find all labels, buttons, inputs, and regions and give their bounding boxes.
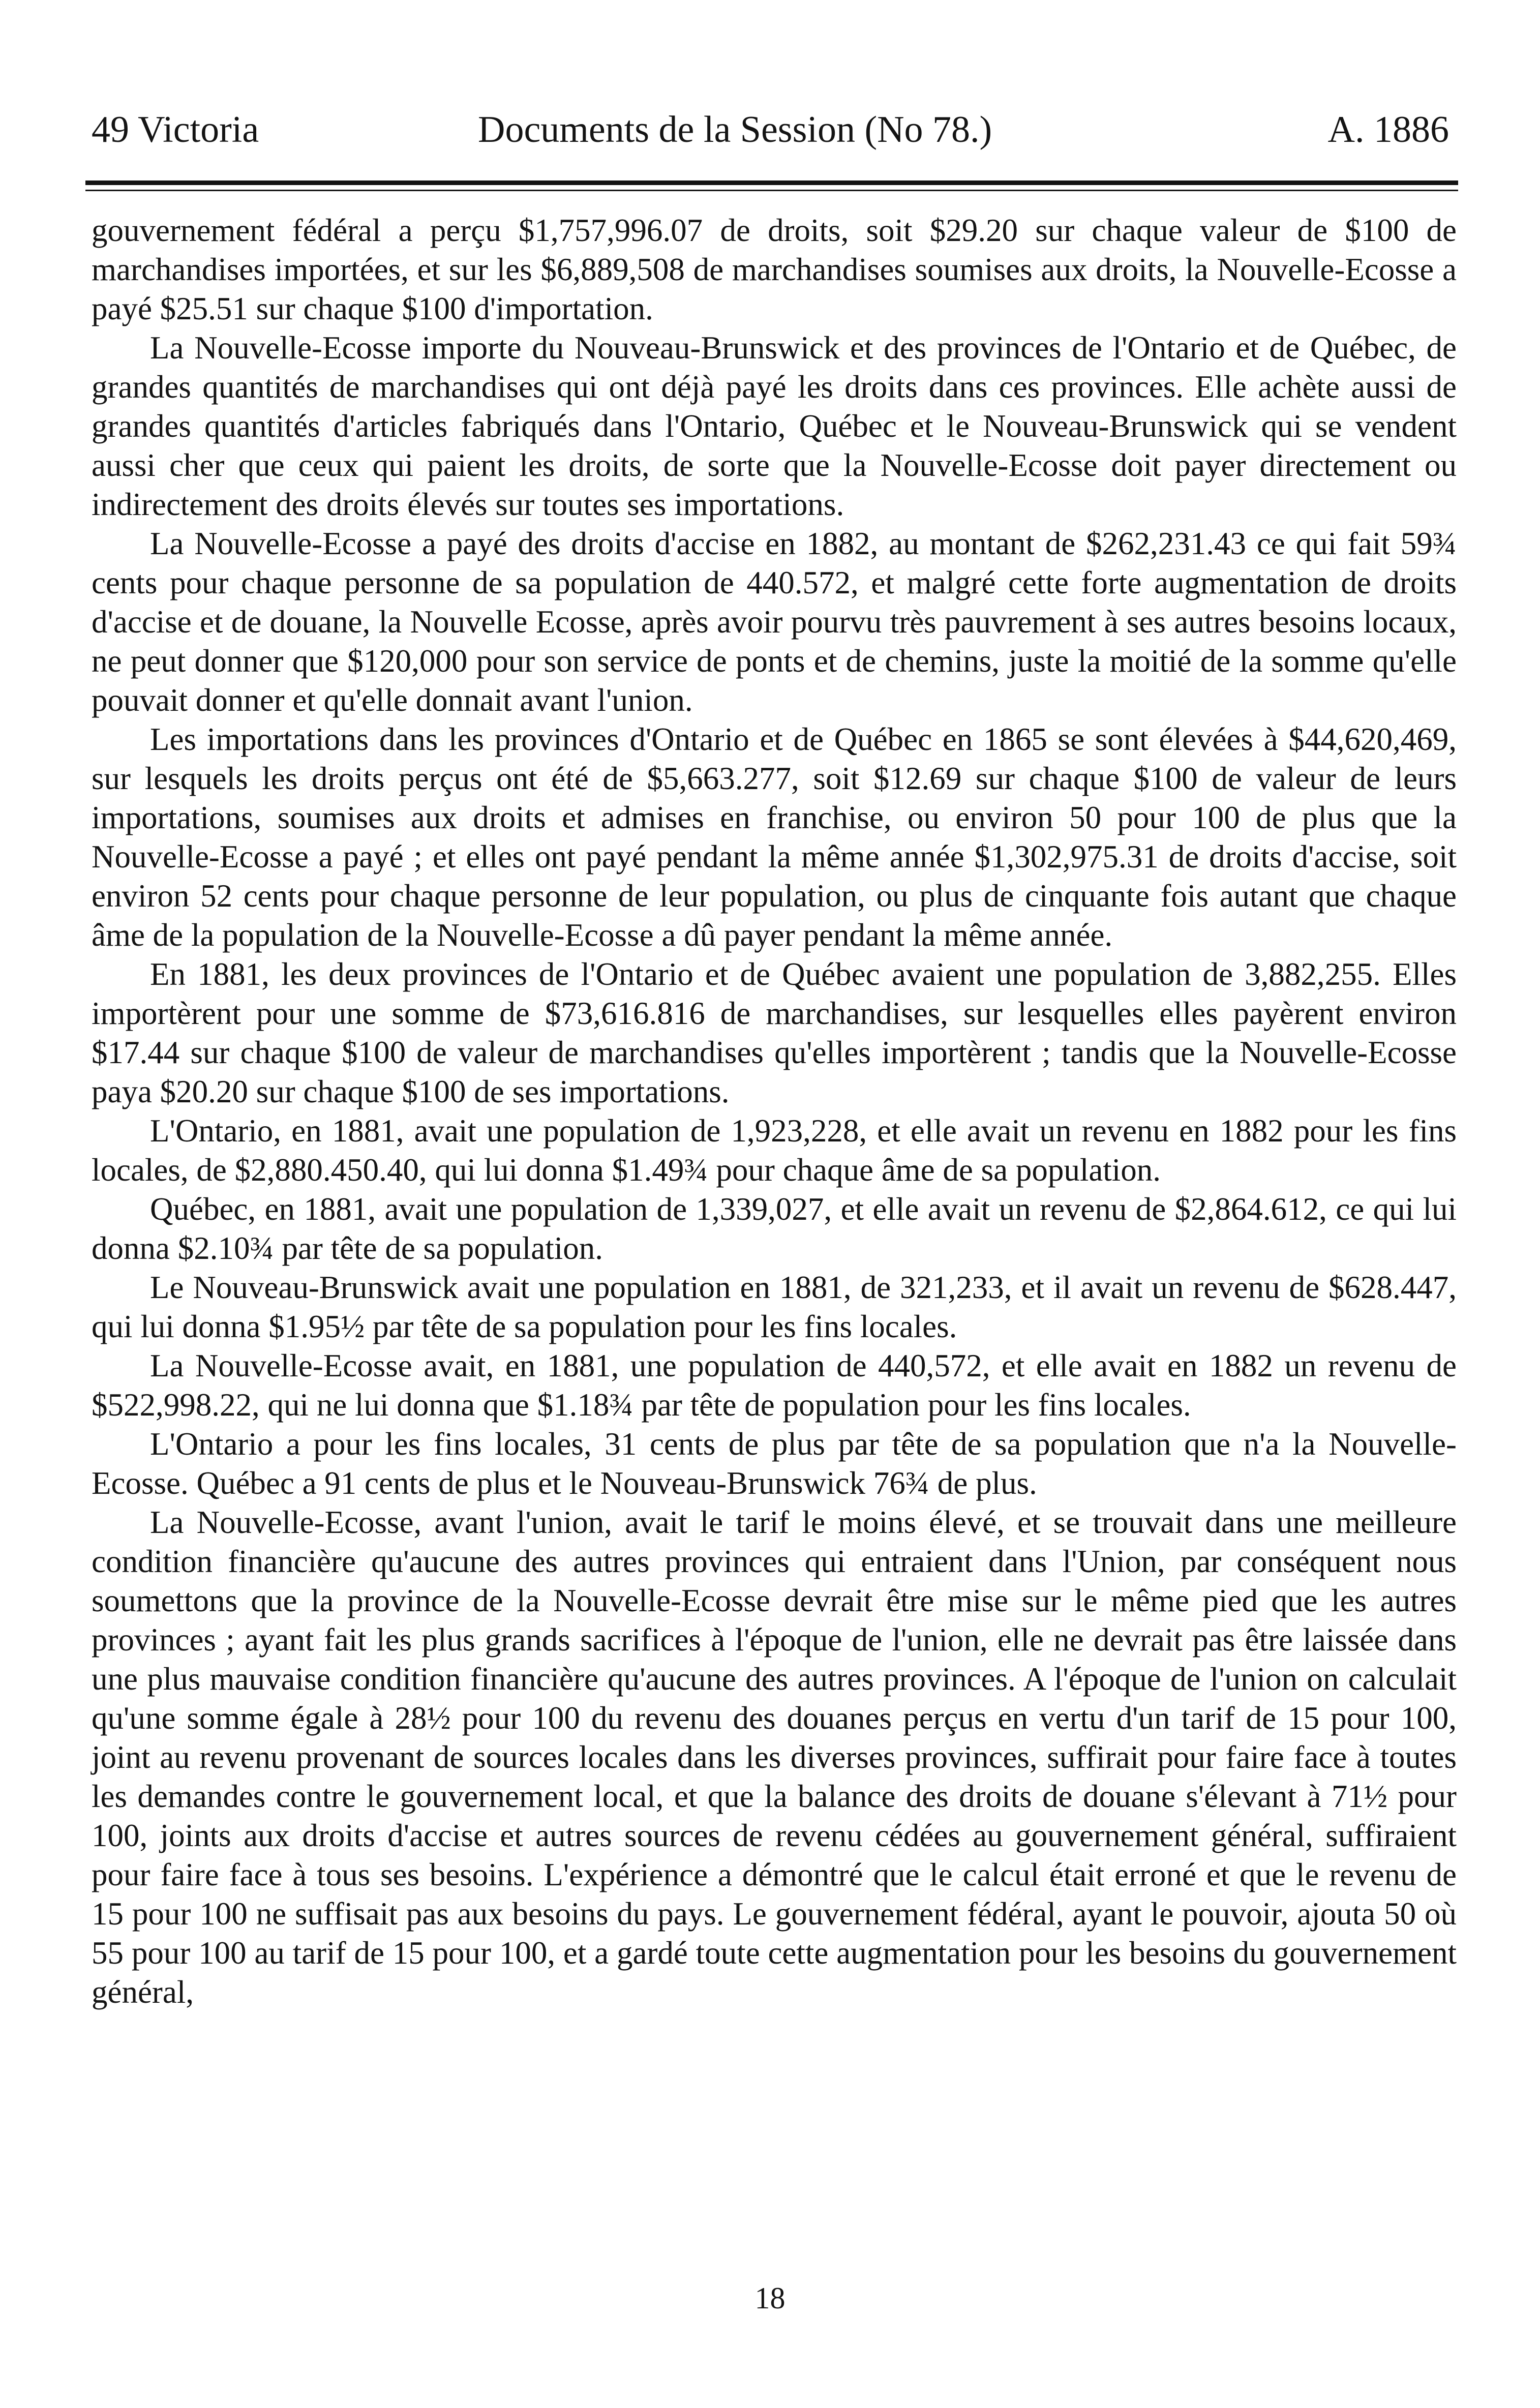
paragraph: La Nouvelle-Ecosse, avant l'union, avait le tarif le moins élevé, et se trouvait dans une meilleure condition financière qu'aucune des autres provinces qui entraient dans l'Union, par conséquent nous soumettons que la province de la Nouvelle-Ecosse devrait être mise sur le même pied que les autres provinces ; ayant fait les plus grands sacrifices à l'époque de l'union, elle ne devrait pas être laissée dans une plus mauvaise condition financière qu'aucune des autres provinces. A l'époque de l'union on calculait qu'une somme égale à 28½ pour 100 du revenu des douanes perçus en vertu d'un tarif de 15 pour 100, joint au revenu provenant de sources locales dans les diverses provinces, suffirait pour faire face à toutes les demandes contre le gouvernement local, et que la balance des droits de douane s'élevant à 71½ pour 100, joints aux droits d'accise et autres sources de revenu cédées au gouvernement général, suffiraient pour faire face à tous ses besoins. L'expérience a démontré que le calcul était erroné et que le revenu de 15 pour 100 ne suffisait pas aux besoins du pays. Le gouvernement fédéral, ayant le pouvoir, ajouta 50 où 55 pour 100 au tarif de 15 pour 100, et a gardé toute cette augmentation pour les besoins du gouvernement général, — [92, 1504, 1457, 2010]
paragraph: Québec, en 1881, avait une population de 1,339,027, et elle avait un revenu de $2,864.612, ce qui lui donna $2.10¾ par tête de sa population. — [92, 1191, 1457, 1266]
body-text — [92, 211, 1457, 2012]
header-session-year: 49 Victoria — [92, 109, 259, 150]
header-rule-thin — [85, 190, 1458, 191]
page-number: 18 — [754, 2281, 786, 2315]
header-document-title: Documents de la Session (No 78.) — [478, 109, 992, 150]
paragraph: Le Nouveau-Brunswick avait une population en 1881, de 321,233, et il avait un revenu de $628.447, qui lui donna $1.95½ par tête de sa population pour les fins locales. — [92, 1270, 1457, 1344]
paragraph: L'Ontario, en 1881, avait une population de 1,923,228, et elle avait un revenu en 1882 pour les fins locales, de $2,880.450.40, qui lui donna $1.49¾ pour chaque âme de sa population. — [92, 1113, 1457, 1188]
paragraph-continuation: gouvernement fédéral a perçu $1,757,996.07 de droits, soit $29.20 sur chaque valeur de $100 de marchandises importées, et sur les $6,889,508 de marchandises soumises aux droits, la Nouvelle-Ecosse a payé $25.51 sur chaque $100 d'importation. — [92, 213, 1457, 326]
paragraph: La Nouvelle-Ecosse a payé des droits d'accise en 1882, au montant de $262,231.43 ce qui fait 59¾ cents pour chaque personne de sa population de 440.572, et malgré cette forte augmentation de droits d'accise et de douane, la Nouvelle Ecosse, après avoir pourvu très pauvrement à ses autres besoins locaux, ne peut donner que $120,000 pour son service de ponts et de chemins, juste la moitié de la somme qu'elle pouvait donner et qu'elle donnait avant l'union. — [92, 526, 1457, 718]
paragraph: La Nouvelle-Ecosse importe du Nouveau-Brunswick et des provinces de l'Ontario et de Québec, de grandes quantités de marchandises qui ont déjà payé les droits dans ces provinces. Elle achète aussi de grandes quantités d'articles fabriqués dans l'Ontario, Québec et le Nouveau-Brunswick qui se vendent aussi cher que ceux qui paient les droits, de sorte que la Nouvelle-Ecosse doit payer directement ou indirectement des droits élevés sur toutes ses importations. — [92, 330, 1457, 522]
paragraph: En 1881, les deux provinces de l'Ontario et de Québec avaient une population de 3,882,255. Elles importèrent pour une somme de $73,616.816 de marchandises, sur lesquelles elles payèrent environ $17.44 sur chaque $100 de valeur de marchandises qu'elles importèrent ; tandis que la Nouvelle-Ecosse paya $20.20 sur chaque $100 de ses importations. — [92, 956, 1457, 1109]
header-rule-thick — [85, 180, 1458, 185]
paragraph: Les importations dans les provinces d'Ontario et de Québec en 1865 se sont élevées à $44,620,469, sur lesquels les droits perçus ont été de $5,663.277, soit $12.69 sur chaque $100 de valeur de leurs importations, soumises aux droits et admises en franchise, ou environ 50 pour 100 de plus que la Nouvelle-Ecosse a payé ; et elles ont payé pendant la même année $1,302,975.31 de droits d'accise, soit environ 52 cents pour chaque personne de leur population, ou plus de cinquante fois autant que chaque âme de la population de la Nouvelle-Ecosse a dû payer pendant la même année. — [92, 721, 1457, 953]
page-header — [92, 102, 1449, 158]
paragraph: La Nouvelle-Ecosse avait, en 1881, une population de 440,572, et elle avait en 1882 un revenu de $522,998.22, qui ne lui donna que $1.18¾ par tête de population pour les fins locales. — [92, 1348, 1457, 1423]
header-year: A. 1886 — [1327, 109, 1449, 150]
paragraph: L'Ontario a pour les fins locales, 31 cents de plus par tête de sa population que n'a la Nouvelle-Ecosse. Québec a 91 cents de plus et le Nouveau-Brunswick 76¾ de plus. — [92, 1426, 1457, 1501]
